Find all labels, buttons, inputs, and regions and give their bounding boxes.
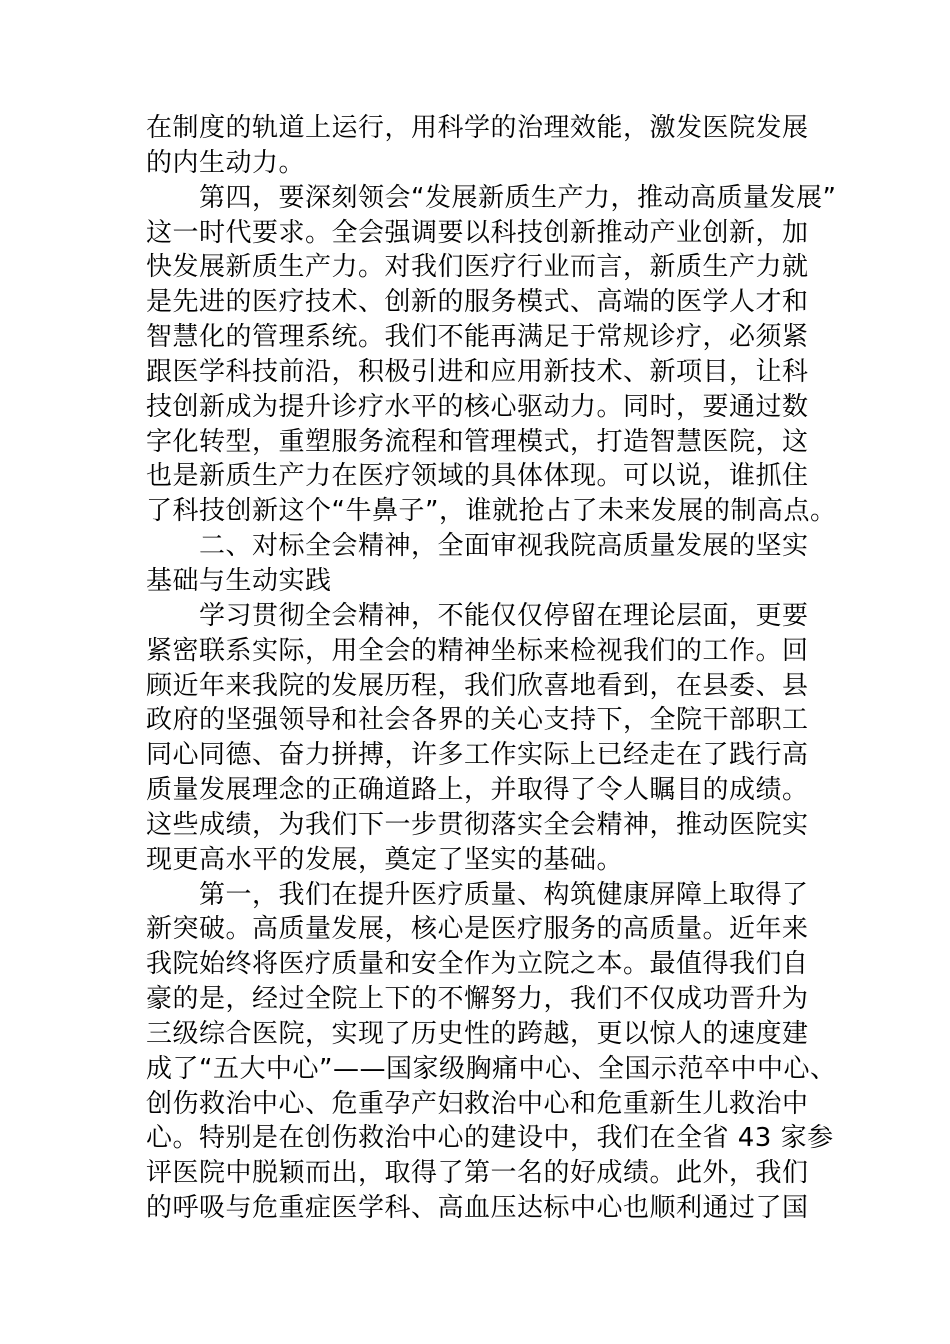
body-text-line: 第四，要深刻领会“发展新质生产力，推动高质量发展” [199,182,837,213]
body-text-line: 紧密联系实际，用全会的精神坐标来检视我们的工作。回 [146,635,809,666]
document-text-block [146,111,837,1226]
body-text-line: 技创新成为提升诊疗水平的核心驱动力。同时，要通过数 [146,391,809,422]
body-text-line: 创伤救治中心、危重孕产妇救治中心和危重新生儿救治中 [146,1088,809,1119]
body-text-line: 智慧化的管理系统。我们不能再满足于常规诊疗，必须紧 [146,322,809,353]
body-text-line: 也是新质生产力在医疗领域的具体体现。可以说，谁抓住 [146,461,809,492]
body-text-line: 的呼吸与危重症医学科、高血压达标中心也顺利通过了国 [146,1193,809,1224]
body-text-line: 在制度的轨道上运行，用科学的治理效能，激发医院发展 [146,113,809,143]
body-text-line: 这一时代要求。全会强调要以科技创新推动产业创新，加 [146,217,809,248]
body-text-line: 学习贯彻全会精神，不能仅仅停留在理论层面，更要 [199,600,809,631]
body-text-line: 成了“五大中心”——国家级胸痛中心、全国示范卒中中心、 [146,1053,837,1084]
body-text-line: 政府的坚强领导和社会各界的关心支持下，全院干部职工 [146,705,809,736]
body-text-line: 是先进的医疗技术、创新的服务模式、高端的医学人才和 [146,287,809,318]
body-text-line: 三级综合医院，实现了历史性的跨越，更以惊人的速度建 [146,1018,809,1049]
body-text-line: 同心同德、奋力拼搏，许多工作实际上已经走在了践行高 [146,740,809,771]
body-text-line: 新突破。高质量发展，核心是医疗服务的高质量。近年来 [146,914,809,945]
body-text-line: 评医院中脱颖而出，取得了第一名的好成绩。此外，我们 [146,1158,809,1189]
section-heading-line: 二、对标全会精神，全面审视我院高质量发展的坚实 [199,531,809,562]
body-text-line: 第一，我们在提升医疗质量、构筑健康屏障上取得了 [199,879,809,910]
body-text-line: 心。特别是在创伤救治中心的建设中，我们在全省 43 家参 [146,1123,834,1154]
body-text-line: 了科技创新这个“牛鼻子”，谁就抢占了未来发展的制高点。 [146,496,837,527]
body-text-line: 跟医学科技前沿，积极引进和应用新技术、新项目，让科 [146,356,809,387]
section-heading-line: 基础与生动实践 [146,565,332,596]
body-text-line: 质量发展理念的正确道路上，并取得了令人瞩目的成绩。 [146,775,809,806]
body-text-line: 我院始终将医疗质量和安全作为立院之本。最值得我们自 [146,949,809,980]
body-text-line: 字化转型，重塑服务流程和管理模式，打造智慧医院，这 [146,426,809,457]
body-text-line: 现更高水平的发展，奠定了坚实的基础。 [146,844,624,875]
body-text-line: 这些成绩，为我们下一步贯彻落实全会精神，推动医院实 [146,809,809,840]
body-text-line: 快发展新质生产力。对我们医疗行业而言，新质生产力就 [146,252,809,283]
body-text-line: 的内生动力。 [146,147,306,178]
body-text-line: 豪的是，经过全院上下的不懈努力，我们不仅成功晋升为 [146,984,809,1015]
body-text-line: 顾近年来我院的发展历程，我们欣喜地看到，在县委、县 [146,670,809,701]
